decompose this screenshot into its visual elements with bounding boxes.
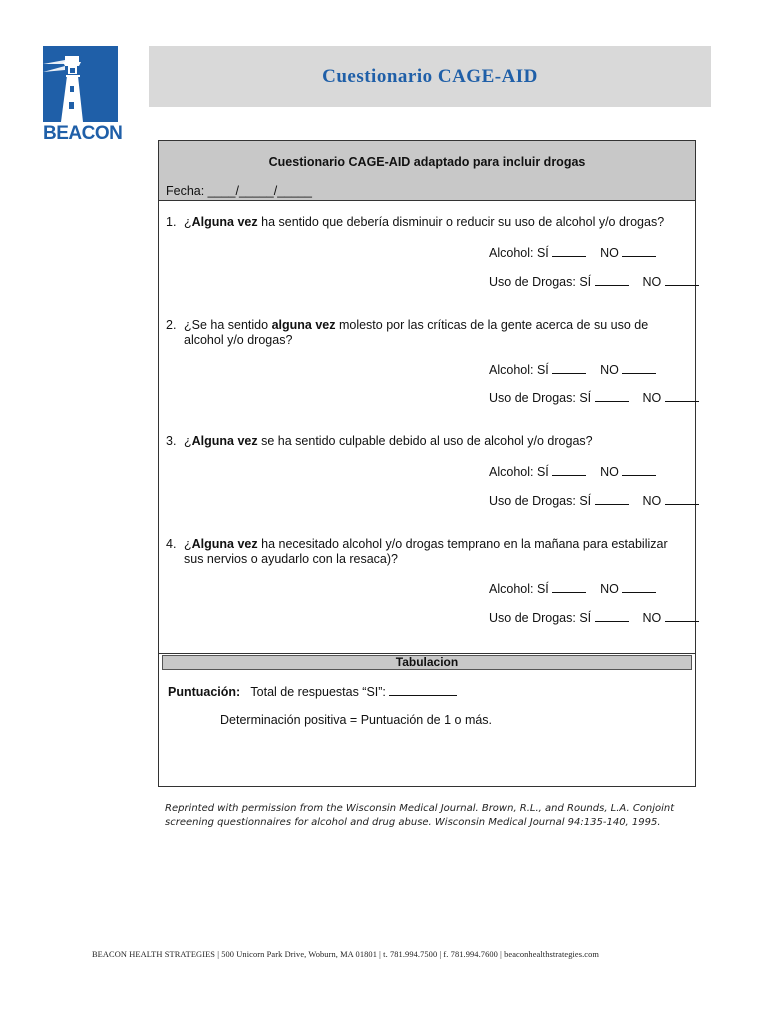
question-text: ha sentido que debería disminuir o reducir su uso de alcohol y/o drogas? [257, 215, 665, 229]
yes-blank[interactable] [552, 362, 586, 374]
answer-alcohol-3 [489, 464, 656, 479]
question-4 [166, 537, 688, 567]
no-blank[interactable] [665, 493, 699, 505]
yes-blank[interactable] [552, 245, 586, 257]
yes-blank[interactable] [595, 610, 629, 622]
score-label: Puntuación: [168, 685, 241, 699]
drugs-label: Uso de Drogas: SÍ [489, 391, 592, 405]
lighthouse-icon [43, 46, 118, 122]
question-1 [166, 215, 688, 230]
no-blank[interactable] [622, 362, 656, 374]
form-header [159, 141, 695, 201]
no-blank[interactable] [622, 464, 656, 476]
form-title: Cuestionario CAGE-AID adaptado para incluir drogas [268, 155, 586, 169]
total-blank[interactable] [389, 684, 457, 696]
alcohol-label: Alcohol: SÍ [489, 465, 549, 479]
page-title: Cuestionario CAGE-AID [322, 65, 538, 87]
yes-blank[interactable] [552, 581, 586, 593]
question-emphasis: Alguna vez [191, 434, 258, 448]
answer-alcohol-4 [489, 581, 656, 596]
answer-drugs-3 [489, 493, 699, 508]
question-3 [166, 434, 688, 449]
drugs-label: Uso de Drogas: SÍ [489, 275, 592, 289]
no-blank[interactable] [622, 581, 656, 593]
no-blank[interactable] [665, 610, 699, 622]
question-text: ¿ [184, 434, 192, 448]
beacon-logo [43, 46, 123, 144]
alcohol-label: Alcohol: SÍ [489, 246, 549, 260]
no-blank[interactable] [665, 390, 699, 402]
answer-drugs-2 [489, 390, 699, 405]
yes-blank[interactable] [595, 390, 629, 402]
no-label: NO [642, 391, 662, 405]
no-label: NO [642, 275, 662, 289]
question-text: ¿ [184, 215, 192, 229]
question-text: ¿Se ha sentido [184, 318, 272, 332]
question-number: 3. [166, 434, 177, 448]
tabulation-header: Tabulacion [162, 655, 692, 670]
no-blank[interactable] [622, 245, 656, 257]
tabulation-section [159, 653, 695, 787]
answer-alcohol-2 [489, 362, 656, 377]
answer-drugs-1 [489, 274, 699, 289]
yes-blank[interactable] [552, 464, 586, 476]
no-label: NO [642, 611, 662, 625]
question-emphasis: Alguna vez [191, 215, 258, 229]
no-label: NO [600, 363, 619, 377]
alcohol-label: Alcohol: SÍ [489, 582, 549, 596]
reprint-notice: Reprinted with permission from the Wisconsin Medical Journal. Brown, R.L., and Rounds, L.A. Conjoint screening questionnaires for alcohol and drug abuse. Wisconsin Medical Journal 94:135-140, 1995. [165, 803, 675, 828]
question-text: molesto por las críticas de la gente acerca de su uso de alcohol y/o drogas? [184, 318, 649, 347]
alcohol-label: Alcohol: SÍ [489, 363, 549, 377]
no-blank[interactable] [665, 274, 699, 286]
question-number: 1. [166, 215, 177, 229]
no-label: NO [642, 494, 662, 508]
yes-blank[interactable] [595, 493, 629, 505]
logo-text: BEACON [43, 123, 123, 144]
question-text: se ha sentido culpable debido al uso de alcohol y/o drogas? [257, 434, 593, 448]
question-emphasis: Alguna vez [191, 537, 258, 551]
questionnaire-form [158, 140, 696, 787]
question-number: 4. [166, 537, 177, 551]
answer-drugs-4 [489, 610, 699, 625]
no-label: NO [600, 582, 619, 596]
date-field: Fecha: ____/_____/_____ [166, 184, 312, 198]
drugs-label: Uso de Drogas: SÍ [489, 611, 592, 625]
score-line [168, 684, 457, 699]
question-number: 2. [166, 318, 177, 332]
question-2 [166, 318, 688, 348]
no-label: NO [600, 465, 619, 479]
footer: BEACON HEALTH STRATEGIES | 500 Unicorn Park Drive, Woburn, MA 01801 | t. 781.994.7500 | f. 781.994.7600 | beaconhealthstrategies.com [92, 950, 600, 959]
question-text: ¿ [184, 537, 192, 551]
answer-alcohol-1 [489, 245, 656, 260]
question-text: ha necesitado alcohol y/o drogas temprano en la mañana para estabilizar sus nervios o ayudarlo con la resaca)? [184, 537, 668, 566]
yes-blank[interactable] [595, 274, 629, 286]
drugs-label: Uso de Drogas: SÍ [489, 494, 592, 508]
total-label: Total de respuestas “SI”: [250, 685, 386, 699]
no-label: NO [600, 246, 619, 260]
positive-determination: Determinación positiva = Puntuación de 1 o más. [220, 713, 493, 727]
question-emphasis: alguna vez [271, 318, 336, 332]
header-bar [149, 46, 711, 107]
